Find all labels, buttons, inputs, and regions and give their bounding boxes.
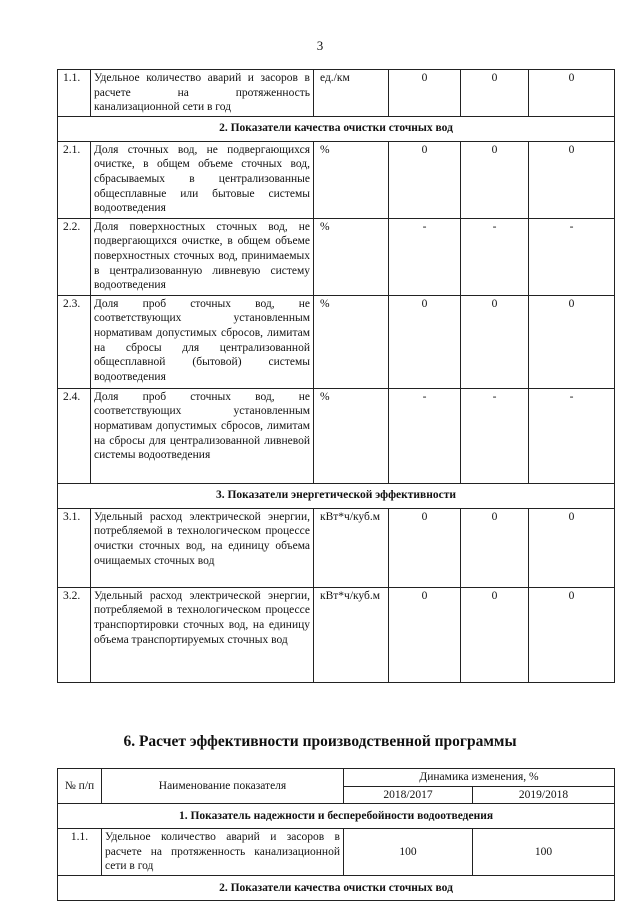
- column-header-period: 2019/2018: [473, 786, 615, 804]
- section-title: 2. Показатели качества очистки сточных вод: [58, 116, 615, 141]
- row-number: 2.2.: [58, 218, 91, 295]
- section-heading: 6. Расчет эффективности производственной программы: [123, 733, 517, 750]
- value-cell: 0: [389, 295, 461, 388]
- table-row: [58, 70, 615, 117]
- value-cell: 0: [461, 70, 529, 117]
- unit-cell: %: [314, 295, 389, 388]
- unit-cell: кВт*ч/куб.м: [314, 508, 389, 587]
- table-row: [58, 587, 615, 682]
- value-cell: 0: [461, 508, 529, 587]
- indicator-name: Удельный расход электрической энергии, потребляемой в технологическом процессе транспортировки сточных вод, на единицу объема транспортируемых сточных вод: [91, 587, 314, 682]
- row-number: 3.2.: [58, 587, 91, 682]
- efficiency-table: [57, 768, 615, 901]
- section-title: 3. Показатели энергетической эффективности: [58, 483, 615, 508]
- value-cell: 0: [389, 587, 461, 682]
- value-cell: 0: [529, 508, 615, 587]
- indicator-name: Доля поверхностных сточных вод, не подвергающихся очистке, в общем объеме поверхностных сточных вод, принимаемых в централизованную ливневую систему водоотведения: [91, 218, 314, 295]
- table-row: [58, 218, 615, 295]
- value-cell: 0: [461, 295, 529, 388]
- value-cell: -: [461, 388, 529, 483]
- value-cell: 0: [389, 141, 461, 218]
- value-cell: 0: [529, 295, 615, 388]
- indicator-name: Удельное количество аварий и засоров в расчете на протяженность канализационной сети в год: [91, 70, 314, 117]
- value-cell: 100: [344, 829, 473, 876]
- row-number: 2.3.: [58, 295, 91, 388]
- table-row: [58, 508, 615, 587]
- indicator-name: Доля сточных вод, не подвергающихся очистке, в общем объеме сточных вод, сбрасываемых в централизованные общесплавные или бытовые системы водоотведения: [91, 141, 314, 218]
- row-number: 3.1.: [58, 508, 91, 587]
- value-cell: 0: [529, 587, 615, 682]
- row-number: 2.4.: [58, 388, 91, 483]
- row-number: 1.1.: [58, 829, 102, 876]
- unit-cell: %: [314, 141, 389, 218]
- value-cell: 0: [389, 70, 461, 117]
- row-number: 2.1.: [58, 141, 91, 218]
- section-title: 2. Показатели качества очистки сточных вод: [58, 875, 615, 900]
- value-cell: -: [529, 388, 615, 483]
- column-header-period: 2018/2017: [344, 786, 473, 804]
- indicator-name: Доля проб сточных вод, не соответствующих установленным нормативам допустимых сбросов, лимитам на сбросы для централизованной общесплавной (бытовой) системы водоотведения: [91, 295, 314, 388]
- value-cell: 0: [529, 70, 615, 117]
- column-header-name: Наименование показателя: [102, 769, 344, 804]
- unit-cell: кВт*ч/куб.м: [314, 587, 389, 682]
- value-cell: 0: [529, 141, 615, 218]
- indicators-table: [57, 69, 615, 683]
- table-row: [58, 141, 615, 218]
- value-cell: -: [461, 218, 529, 295]
- unit-cell: %: [314, 218, 389, 295]
- indicator-name: Доля проб сточных вод, не соответствующих установленным нормативам допустимых сбросов, лимитам на сбросы для централизованной ливневой системы водоотведения: [91, 388, 314, 483]
- section-title: 1. Показатель надежности и бесперебойности водоотведения: [58, 804, 615, 829]
- value-cell: -: [389, 218, 461, 295]
- section-row: [58, 116, 615, 141]
- value-cell: -: [529, 218, 615, 295]
- column-header-num: № п/п: [58, 769, 102, 804]
- table-row: [58, 388, 615, 483]
- column-header-dynamics: Динамика изменения, %: [344, 769, 615, 787]
- table-header-row: [58, 769, 615, 787]
- unit-cell: ед./км: [314, 70, 389, 117]
- value-cell: -: [389, 388, 461, 483]
- value-cell: 0: [461, 141, 529, 218]
- table-row: [58, 829, 615, 876]
- indicator-name: Удельный расход электрической энергии, потребляемой в технологическом процессе очистки сточных вод, на единицу объема очищаемых сточных вод: [91, 508, 314, 587]
- indicator-name: Удельное количество аварий и засоров в расчете на протяженность канализационной сети в год: [102, 829, 344, 876]
- section-row: [58, 875, 615, 900]
- value-cell: 0: [461, 587, 529, 682]
- table-row: [58, 295, 615, 388]
- page-number: 3: [316, 38, 324, 53]
- section-row: [58, 483, 615, 508]
- unit-cell: %: [314, 388, 389, 483]
- value-cell: 100: [473, 829, 615, 876]
- value-cell: 0: [389, 508, 461, 587]
- row-number: 1.1.: [58, 70, 91, 117]
- section-row: [58, 804, 615, 829]
